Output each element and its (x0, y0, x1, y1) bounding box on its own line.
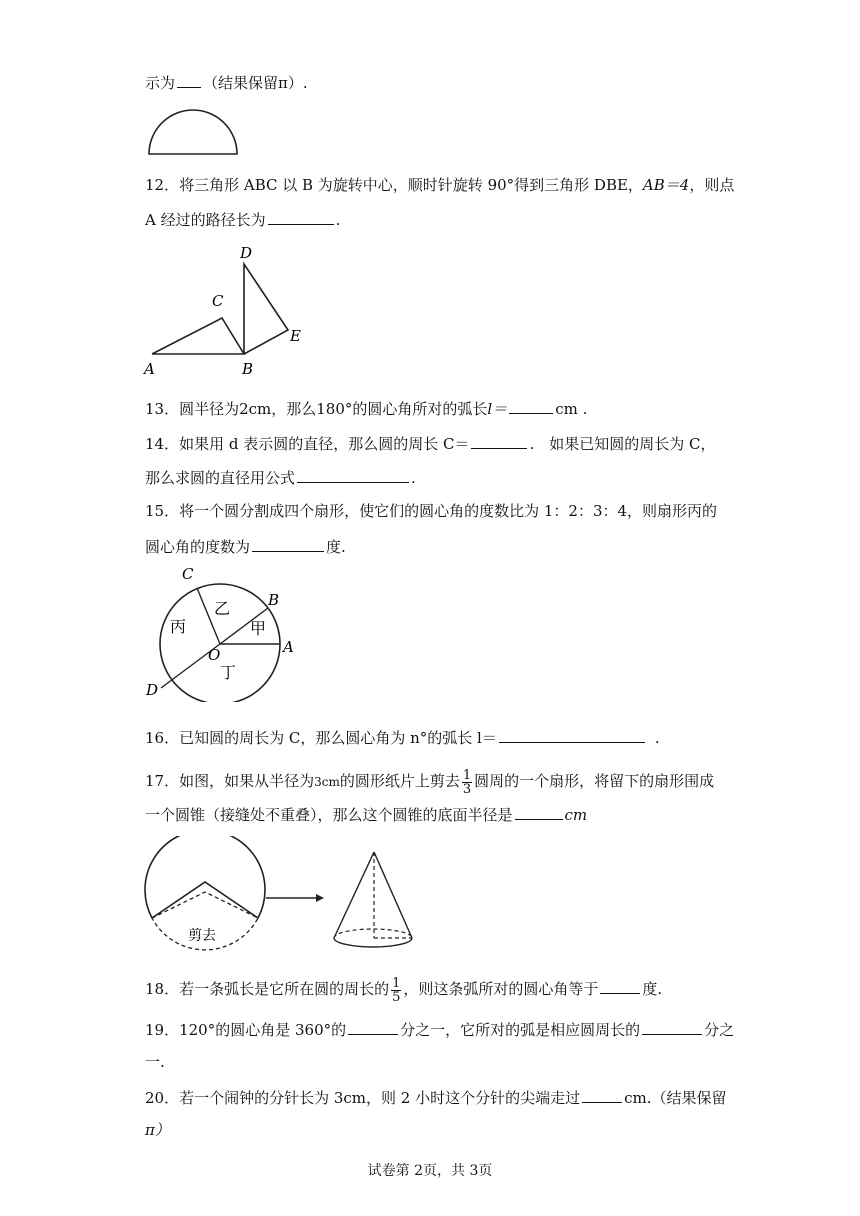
q17-line1: 17．如图，如果从半径为3cm的圆形纸片上剪去 $\frac{1}{3}$ 圆周的一个扇形，将留下的扇形围成 (145, 767, 715, 797)
answer-blank[interactable] (642, 1019, 702, 1035)
answer-blank[interactable] (252, 536, 324, 552)
q17-line2: 一个圆锥（接缝处不重叠），那么这个圆锥的底面半径是 cm (145, 806, 588, 824)
cut-label: 剪去 (188, 928, 216, 944)
semicircle-figure (145, 106, 241, 162)
label-e: E (290, 327, 301, 345)
fraction-one-fifth: $\frac{1}{5}$ (392, 975, 401, 1005)
answer-blank[interactable] (177, 72, 201, 88)
q13-line: 13．圆半径为2cm，那么180°的圆心角所对的弧长l＝ cm . (145, 400, 588, 418)
q20-line2: π） (145, 1121, 170, 1139)
answer-blank[interactable] (471, 433, 527, 449)
q20-line1: 20．若一个闹钟的分针长为 3cm，则 2 小时这个分针的尖端走过 cm.（结果保留 (145, 1089, 727, 1107)
sector-ding: 丁 (220, 663, 237, 682)
sector-jia: 甲 (250, 619, 267, 638)
q18-line: 18．若一条弧长是它所在圆的周长的 $\frac{1}{5}$ ，则这条弧所对的圆心角等于 度. (145, 975, 663, 1005)
label-c: C (182, 565, 194, 583)
q19-line1: 19．120°的圆心角是 360°的 分之一，它所对的弧是相应圆周长的 分之 (145, 1021, 735, 1039)
fraction-one-third: $\frac{1}{3}$ (462, 767, 472, 797)
label-d: D (146, 681, 159, 699)
answer-blank[interactable] (515, 804, 563, 820)
q14-line1: 14．如果用 d 表示圆的直径，那么圆的周长 C＝ . 如果已知圆的周长为 C， (145, 435, 716, 453)
label-a: A (144, 360, 155, 378)
q14-line2: 那么求圆的直径用公式 . (145, 469, 416, 487)
sector-bing: 丙 (170, 617, 187, 636)
q15-line2: 圆心角的度数为 度. (145, 538, 346, 556)
arrow-right-icon (316, 894, 324, 902)
answer-blank[interactable] (499, 727, 645, 743)
label-d: D (240, 244, 253, 262)
label-a: A (283, 638, 294, 656)
label-c: C (212, 292, 224, 310)
page-footer: 试卷第 2页，共 3页 (367, 1163, 493, 1179)
q11-line: 示为 （结果保留π）. (145, 74, 308, 92)
q12-line2: A 经过的路径长为 . (145, 211, 341, 229)
q16-line: 16．已知圆的周长为 C，那么圆心角为 n°的弧长 l＝ . (145, 729, 660, 747)
q12-line1: 12．将三角形 ABC 以 B 为旋转中心，顺时针旋转 90°得到三角形 DBE，AB＝4，则点 (145, 176, 735, 194)
triangle-rotation-figure (140, 240, 310, 384)
q19-line2: 一. (145, 1053, 165, 1071)
answer-blank[interactable] (509, 398, 553, 414)
label-b: B (268, 591, 280, 609)
answer-blank[interactable] (297, 467, 409, 483)
sector-to-cone-figure (140, 836, 430, 964)
pie-sectors-figure (140, 562, 310, 706)
q15-line1: 15．将一个圆分割成四个扇形，使它们的圆心角的度数比为 1：2：3：4，则扇形丙的 (145, 502, 718, 520)
answer-blank[interactable] (582, 1087, 622, 1103)
answer-blank[interactable] (600, 978, 640, 994)
label-o: O (208, 646, 221, 664)
label-b: B (242, 360, 254, 378)
sector-yi: 乙 (214, 599, 231, 618)
answer-blank[interactable] (348, 1019, 398, 1035)
answer-blank[interactable] (268, 209, 334, 225)
